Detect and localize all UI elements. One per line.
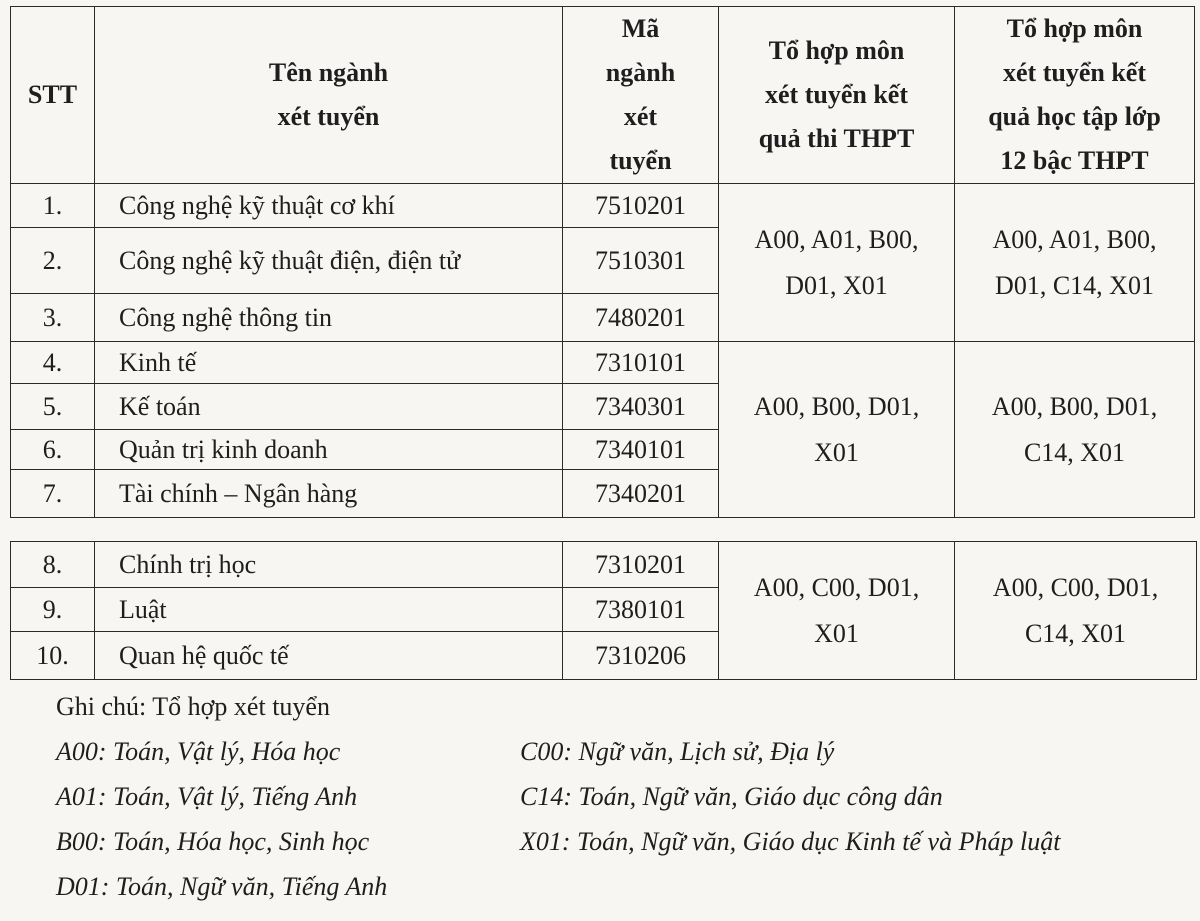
row-major-code: 7380101 bbox=[563, 588, 719, 632]
row-stt: 10. bbox=[11, 632, 95, 680]
row-major-name: Kinh tế bbox=[95, 342, 563, 384]
group-thpt-combo: A00, C00, D01, X01 bbox=[719, 542, 955, 680]
notes-title: Ghi chú: Tổ hợp xét tuyển bbox=[56, 692, 330, 721]
row-major-name: Quan hệ quốc tế bbox=[95, 632, 563, 680]
group-transcript-combo: A00, A01, B00, D01, C14, X01 bbox=[955, 184, 1195, 342]
row-stt: 2. bbox=[11, 228, 95, 294]
row-stt: 8. bbox=[11, 542, 95, 588]
table-row bbox=[11, 542, 1197, 588]
header-stt: STT bbox=[11, 7, 95, 184]
row-major-code: 7310206 bbox=[563, 632, 719, 680]
note-item: C00: Ngữ văn, Lịch sử, Địa lý bbox=[520, 737, 835, 766]
table-row bbox=[11, 184, 1195, 228]
group-transcript-combo: A00, C00, D01, C14, X01 bbox=[955, 542, 1197, 680]
row-major-code: 7510201 bbox=[563, 184, 719, 228]
group-thpt-combo: A00, B00, D01, X01 bbox=[719, 342, 955, 518]
note-item: X01: Toán, Ngữ văn, Giáo dục Kinh tế và Pháp luật bbox=[520, 827, 1061, 856]
group-transcript-combo: A00, B00, D01, C14, X01 bbox=[955, 342, 1195, 518]
row-major-name: Luật bbox=[95, 588, 563, 632]
note-item: B00: Toán, Hóa học, Sinh học bbox=[56, 827, 370, 856]
notes-right-column bbox=[520, 729, 1196, 909]
table-row bbox=[11, 342, 1195, 384]
row-major-code: 7340301 bbox=[563, 384, 719, 430]
row-major-code: 7310101 bbox=[563, 342, 719, 384]
row-stt: 5. bbox=[11, 384, 95, 430]
header-major-code: Mã ngành xét tuyển bbox=[563, 7, 719, 184]
group-thpt-combo: A00, A01, B00, D01, X01 bbox=[719, 184, 955, 342]
row-major-code: 7340201 bbox=[563, 470, 719, 518]
row-stt: 1. bbox=[11, 184, 95, 228]
row-major-name: Quản trị kinh doanh bbox=[95, 430, 563, 470]
note-item: C14: Toán, Ngữ văn, Giáo dục công dân bbox=[520, 782, 943, 811]
header-transcript-combo: Tổ hợp môn xét tuyển kết quả học tập lớp 12 bậc THPT bbox=[955, 7, 1195, 184]
header-row bbox=[11, 7, 1195, 184]
header-thpt-combo: Tổ hợp môn xét tuyển kết quả thi THPT bbox=[719, 7, 955, 184]
row-major-code: 7480201 bbox=[563, 294, 719, 342]
row-major-name: Kế toán bbox=[95, 384, 563, 430]
row-stt: 3. bbox=[11, 294, 95, 342]
row-major-name: Chính trị học bbox=[95, 542, 563, 588]
row-stt: 9. bbox=[11, 588, 95, 632]
row-major-name: Công nghệ kỹ thuật cơ khí bbox=[95, 184, 563, 228]
admission-table bbox=[10, 6, 1195, 518]
row-stt: 7. bbox=[11, 470, 95, 518]
admission-table-continued bbox=[10, 541, 1197, 680]
note-item: A00: Toán, Vật lý, Hóa học bbox=[56, 737, 341, 766]
row-major-name: Tài chính – Ngân hàng bbox=[95, 470, 563, 518]
note-item: A01: Toán, Vật lý, Tiếng Anh bbox=[56, 782, 358, 811]
row-stt: 6. bbox=[11, 430, 95, 470]
notes-columns bbox=[56, 729, 1196, 909]
row-stt: 4. bbox=[11, 342, 95, 384]
row-major-name: Công nghệ thông tin bbox=[95, 294, 563, 342]
header-major-name: Tên ngành xét tuyển bbox=[95, 7, 563, 184]
notes-left-column bbox=[56, 729, 520, 909]
note-item: D01: Toán, Ngữ văn, Tiếng Anh bbox=[56, 872, 388, 901]
row-major-code: 7340101 bbox=[563, 430, 719, 470]
row-major-code: 7510301 bbox=[563, 228, 719, 294]
notes-section bbox=[56, 684, 1196, 909]
row-major-name: Công nghệ kỹ thuật điện, điện tử bbox=[95, 228, 563, 294]
row-major-code: 7310201 bbox=[563, 542, 719, 588]
